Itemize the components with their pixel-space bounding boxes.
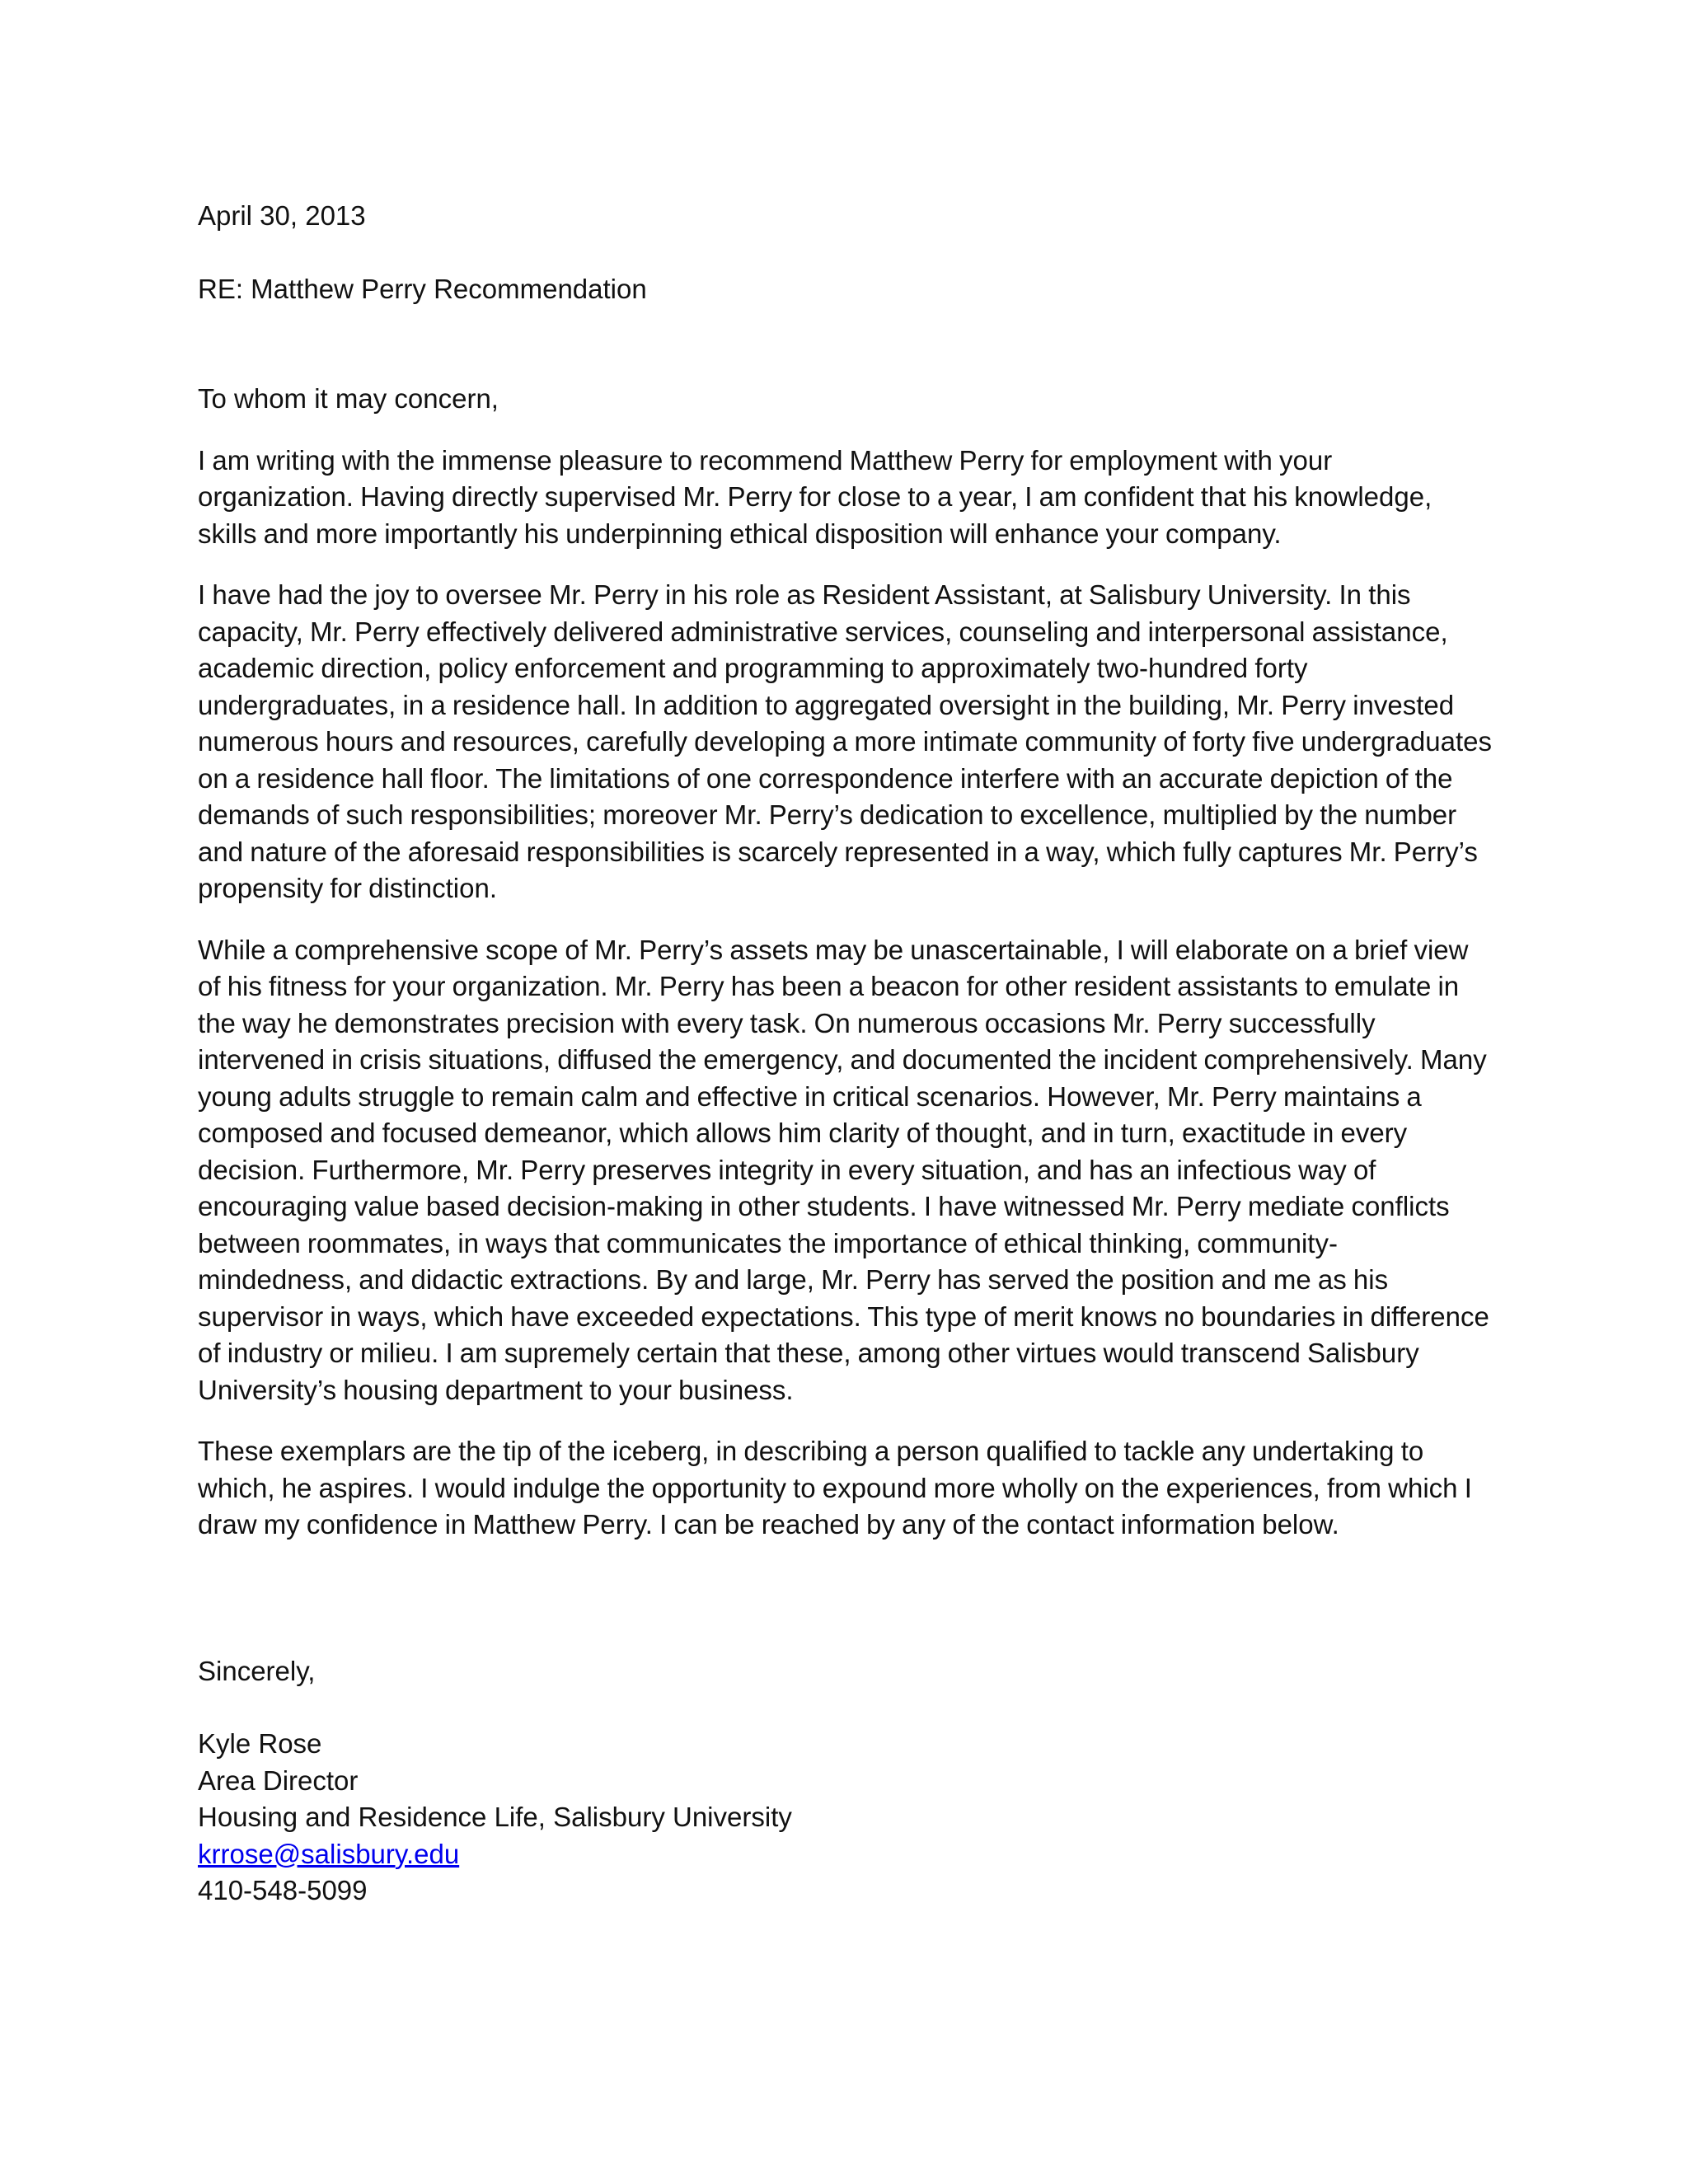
letter-paragraph-4: These exemplars are the tip of the iceberg, in describing a person qualified to tackle any undertaking to which, he aspires. I would indulge the opportunity to expound more wholly on the experiences, from which I draw my confidence in Matthew Perry. I can be reached by any of the contact information below.	[198, 1436, 1472, 1540]
letter-paragraph-2: I have had the joy to oversee Mr. Perry in his role as Resident Assistant, at Salisbury University. In this capacity, Mr. Perry effectively delivered administrative services, counseling and interpersonal assistance, academic direction, policy enforcement and programming to approximately two-hundred forty undergraduates, in a residence hall. In addition to aggregated oversight in the building, Mr. Perry invested numerous hours and resources, carefully developing a more intimate community of forty five undergraduates on a residence hall floor. The limitations of one correspondence interfere with an accurate depiction of the demands of such responsibilities; moreover Mr. Perry’s dedication to excellence, multiplied by the number and nature of the aforesaid responsibilities is scarcely represented in a way, which fully captures Mr. Perry’s propensity for distinction.	[198, 579, 1492, 903]
letter-subject: RE: Matthew Perry Recommendation	[198, 273, 647, 304]
letter-salutation: To whom it may concern,	[198, 383, 499, 414]
signature-block	[198, 1726, 1492, 1910]
signer-department: Housing and Residence Life, Salisbury University	[198, 1802, 792, 1832]
signer-title: Area Director	[198, 1765, 359, 1796]
letter-body	[198, 198, 1492, 1910]
letter-paragraph-3: While a comprehensive scope of Mr. Perry’s assets may be unascertainable, I will elaborate on a brief view of his fitness for your organization. Mr. Perry has been a beacon for other resident assistants to emulate in the way he demonstrates precision with every task. On numerous occasions Mr. Perry successfully intervened in crisis situations, diffused the emergency, and documented the incident comprehensively. Many young adults struggle to remain calm and effective in critical scenarios. However, Mr. Perry maintains a composed and focused demeanor, which allows him clarity of thought, and in turn, exactitude in every decision. Furthermore, Mr. Perry preserves integrity in every situation, and has an infectious way of encouraging value based decision-making in other students. I have witnessed Mr. Perry mediate conflicts between roommates, in ways that communicates the importance of ethical thinking, community-mindedness, and didactic extractions. By and large, Mr. Perry has served the position and me as his supervisor in ways, which have exceeded expectations. This type of merit knows no boundaries in difference of industry or milieu. I am supremely certain that these, among other virtues would transcend Salisbury University’s housing department to your business.	[198, 934, 1489, 1405]
letter-paragraph-1: I am writing with the immense pleasure to recommend Matthew Perry for employment with your organization. Having directly supervised Mr. Perry for close to a year, I am confident that his knowledge, skills and more importantly his underpinning ethical disposition will enhance your company.	[198, 444, 1432, 549]
signer-email-link[interactable]: krrose@salisbury.edu	[198, 1838, 460, 1869]
letter-closing: Sincerely,	[198, 1655, 316, 1686]
signer-name: Kyle Rose	[198, 1728, 322, 1759]
signer-email-line	[198, 1836, 1492, 1873]
letter-date: April 30, 2013	[198, 200, 366, 231]
signer-phone: 410-548-5099	[198, 1875, 368, 1905]
